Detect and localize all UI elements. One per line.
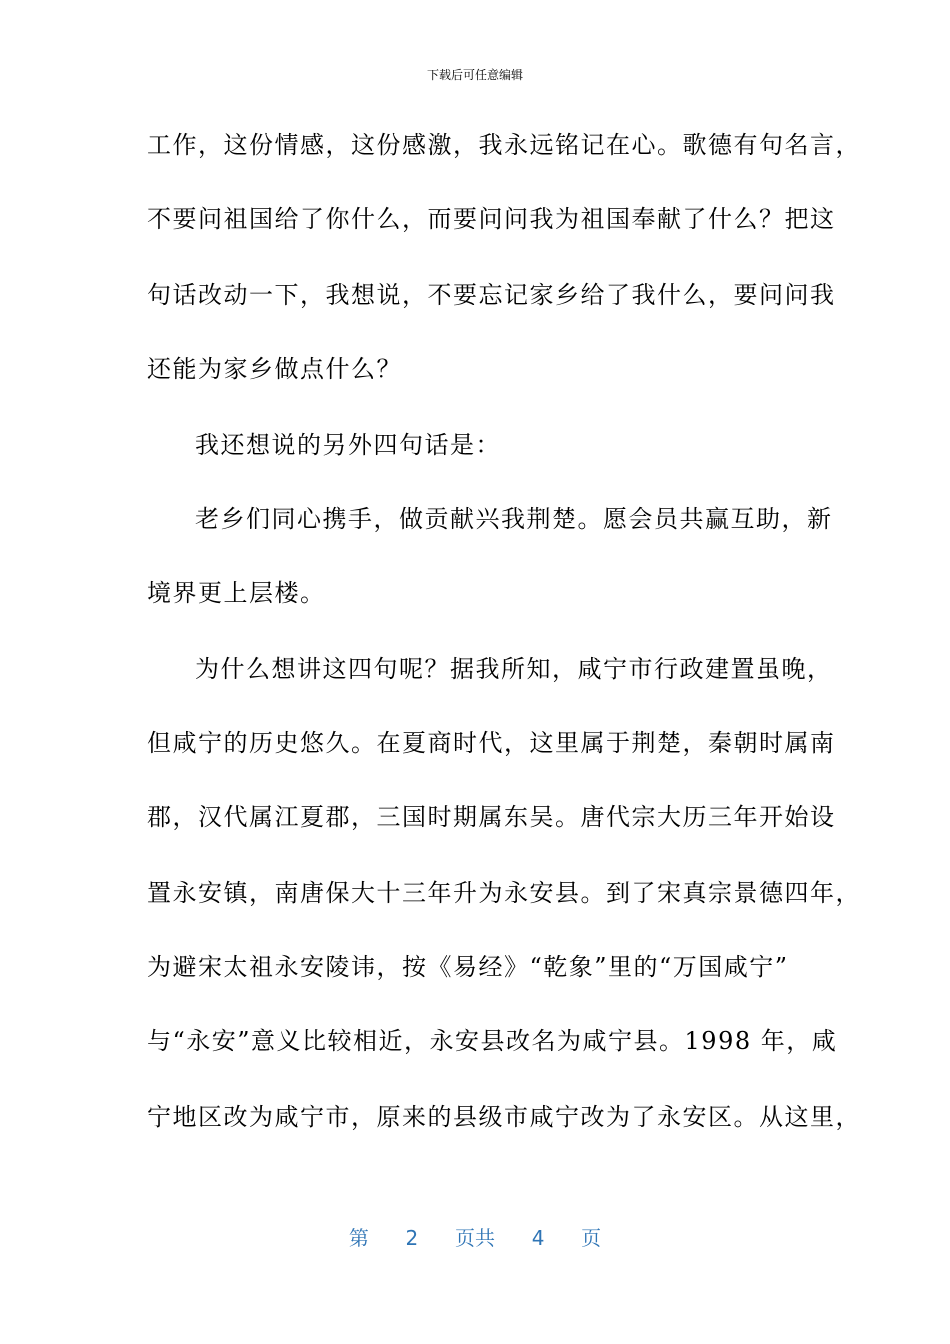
text-line: 郡，汉代属江夏郡，三国时期属东吴。唐代宗大历三年开始设 [147, 803, 836, 831]
page-header [0, 68, 950, 82]
text-line: 境界更上层楼。 [147, 579, 326, 607]
footer-suffix: 页 [581, 1226, 602, 1250]
text-line: 句话改动一下，我想说，不要忘记家乡给了我什么，要问问我 [147, 281, 836, 309]
footer-middle: 页共 [455, 1226, 495, 1250]
text-line: 工作，这份情感，这份感激，我永远铭记在心。歌德有句名言， [147, 131, 861, 159]
footer-total-pages: 4 [531, 1226, 545, 1250]
text-line: 还能为家乡做点什么？ [147, 355, 402, 383]
text-line: 不要问祖国给了你什么，而要问问我为祖国奉献了什么？把这 [147, 205, 836, 233]
footer-page-number: 2 [405, 1226, 419, 1250]
footer-prefix: 第 [348, 1226, 369, 1250]
text-line: 置永安镇，南唐保大十三年升为永安县。到了宋真宗景德四年， [147, 879, 861, 907]
text-line: 我还想说的另外四句话是： [195, 431, 501, 459]
text-line: 为什么想讲这四句呢？据我所知，咸宁市行政建置虽晚， [195, 655, 833, 683]
header-text: 下载后可任意编辑 [426, 68, 523, 82]
text-line: 但咸宁的历史悠久。在夏商时代，这里属于荆楚，秦朝时属南 [147, 729, 836, 757]
text-line: 为避宋太祖永安陵讳，按《易经》“乾象”里的“万国咸宁” [147, 953, 789, 981]
page-footer [0, 1226, 950, 1250]
text-line: 宁地区改为咸宁市，原来的县级市咸宁改为了永安区。从这里， [147, 1103, 861, 1131]
text-line: 与“永安”意义比较相近，永安县改名为咸宁县。1998 年，咸 [147, 1027, 838, 1055]
text-line: 老乡们同心携手，做贡献兴我荆楚。愿会员共赢互助，新 [195, 505, 833, 533]
